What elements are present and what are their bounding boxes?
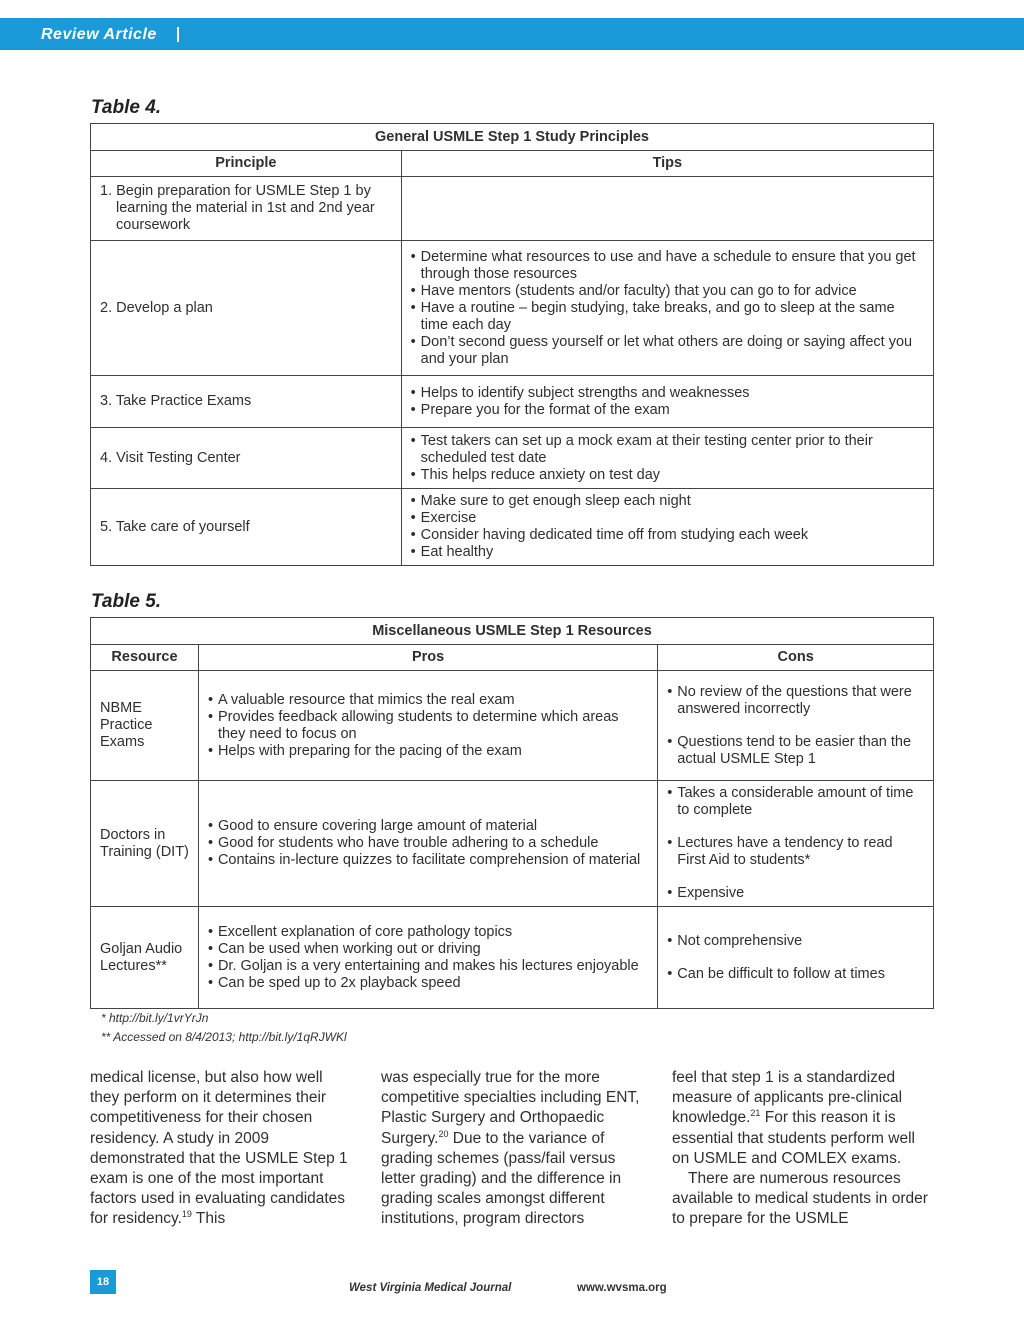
table4-row-tips [401,376,933,428]
table5-row-cons [658,907,934,1009]
pro-item: • Can be used when working out or driving [208,941,648,958]
pro-item: • Good for students who have trouble adhering to a schedule [208,835,648,852]
pro-item: • Good to ensure covering large amount of material [208,818,648,835]
body-paragraph: There are numerous resources available to medical students in order to prepare for the USMLE [672,1170,928,1228]
body-text: This [191,1210,226,1228]
header-divider [177,27,179,42]
tip-item: • This helps reduce anxiety on test day [411,467,924,484]
con-item: • Expensive [667,885,924,902]
body-text: Due to the variance of grading schemes (pass/fail versus letter grading) and the difference in grading scales amongst different institutions, program directors [381,1129,622,1228]
table5-row-pros [198,671,657,781]
table5-title: Miscellaneous USMLE Step 1 Resources [91,618,934,645]
tip-item: • Don’t second guess yourself or let what others are doing or saying affect you and your plan [411,334,924,368]
tip-item: • Helps to identify subject strengths and weaknesses [411,385,924,402]
con-item: • Takes a considerable amount of time to complete [667,785,924,819]
table5-header-pros: Pros [198,645,657,671]
con-item: • Lectures have a tendency to read First Aid to students* [667,835,924,869]
table5-row-resource: NBME Practice Exams [91,671,199,781]
table4 [90,123,934,566]
body-text: For this reason it is essential that students perform well on USMLE and COMLEX exams. [672,1109,915,1167]
body-text: medical license, but also how well they perform on it determines their competitiveness for their chosen residency. A study in 2009 demonstrated that the USMLE Step 1 exam is one of the most important factors used in evaluating candidates for residency. [90,1069,348,1228]
table5-row-resource: Doctors in Training (DIT) [91,781,199,907]
table4-header-principle: Principle [91,151,402,177]
body-column-3 [672,1068,932,1230]
tip-item: • Eat healthy [411,544,924,561]
con-item: • Questions tend to be easier than the actual USMLE Step 1 [667,734,924,768]
table5-row-pros [198,781,657,907]
section-header-bar [0,18,1024,50]
table4-row-principle [91,177,402,241]
table4-title: General USMLE Step 1 Study Principles [91,124,934,151]
tip-item: • Have a routine – begin studying, take breaks, and go to sleep at the same time each day [411,300,924,334]
table5-caption: Table 5. [91,591,162,612]
pro-item: • Helps with preparing for the pacing of the exam [208,743,648,760]
footnote: ** Accessed on 8/4/2013; http://bit.ly/1qRJWKl [101,1030,347,1044]
tip-item: • Prepare you for the format of the exam [411,402,924,419]
footnote: * http://bit.ly/1vrYrJn [101,1011,209,1025]
principle-text: 1. Begin preparation for USMLE Step 1 by learning the material in 1st and 2nd year coursework [100,183,375,233]
table5-footnotes [101,1009,347,1047]
journal-name: West Virginia Medical Journal [349,1282,512,1294]
section-label: Review Article [41,26,157,43]
tip-item: • Make sure to get enough sleep each night [411,493,924,510]
con-item: • No review of the questions that were answered incorrectly [667,684,924,718]
table4-row-tips [401,241,933,376]
table5-row-cons [658,671,934,781]
table5-header-resource: Resource [91,645,199,671]
tip-item: • Have mentors (students and/or faculty) that you can go to for advice [411,283,924,300]
pro-item: • Contains in-lecture quizzes to facilitate comprehension of material [208,852,648,869]
tip-item: • Determine what resources to use and have a schedule to ensure that you get through those resources [411,249,924,283]
citation-ref: 21 [750,1108,761,1119]
citation-ref: 19 [181,1209,192,1220]
table4-row-principle: 5. Take care of yourself [91,489,402,566]
table4-row-principle: 3. Take Practice Exams [91,376,402,428]
pro-item: • Can be sped up to 2x playback speed [208,975,648,992]
table5 [90,617,934,1009]
pro-item: • A valuable resource that mimics the real exam [208,692,648,709]
table5-row-pros [198,907,657,1009]
body-column-1 [90,1068,350,1230]
table4-header-tips: Tips [401,151,933,177]
table4-row-tips [401,428,933,489]
citation-ref: 20 [438,1128,449,1139]
tip-item: • Test takers can set up a mock exam at their testing center prior to their scheduled test date [411,433,924,467]
tip-item: • Consider having dedicated time off from studying each week [411,527,924,544]
con-item: • Can be difficult to follow at times [667,966,924,983]
table4-caption: Table 4. [91,97,162,118]
table5-header-cons: Cons [658,645,934,671]
page-number: 18 [90,1270,116,1294]
pro-item: • Dr. Goljan is a very entertaining and makes his lectures enjoyable [208,958,648,975]
tip-item: • Exercise [411,510,924,527]
table4-row-principle: 2. Develop a plan [91,241,402,376]
table4-row-tips [401,177,933,241]
pro-item: • Excellent explanation of core pathology topics [208,924,648,941]
table5-row-resource: Goljan Audio Lectures** [91,907,199,1009]
body-column-2 [381,1068,641,1230]
con-item: • Not comprehensive [667,933,924,950]
table4-row-principle: 4. Visit Testing Center [91,428,402,489]
table5-row-cons [658,781,934,907]
table4-row-tips [401,489,933,566]
pro-item: • Provides feedback allowing students to determine which areas they need to focus on [208,709,648,743]
body-text: feel that step 1 is a standardized measure of applicants pre-clinical knowledge. [672,1069,903,1127]
body-text: was especially true for the more competitive specialties including ENT, Plastic Surgery and Orthopaedic Surgery. [381,1069,640,1147]
journal-url: www.wvsma.org [577,1282,667,1294]
